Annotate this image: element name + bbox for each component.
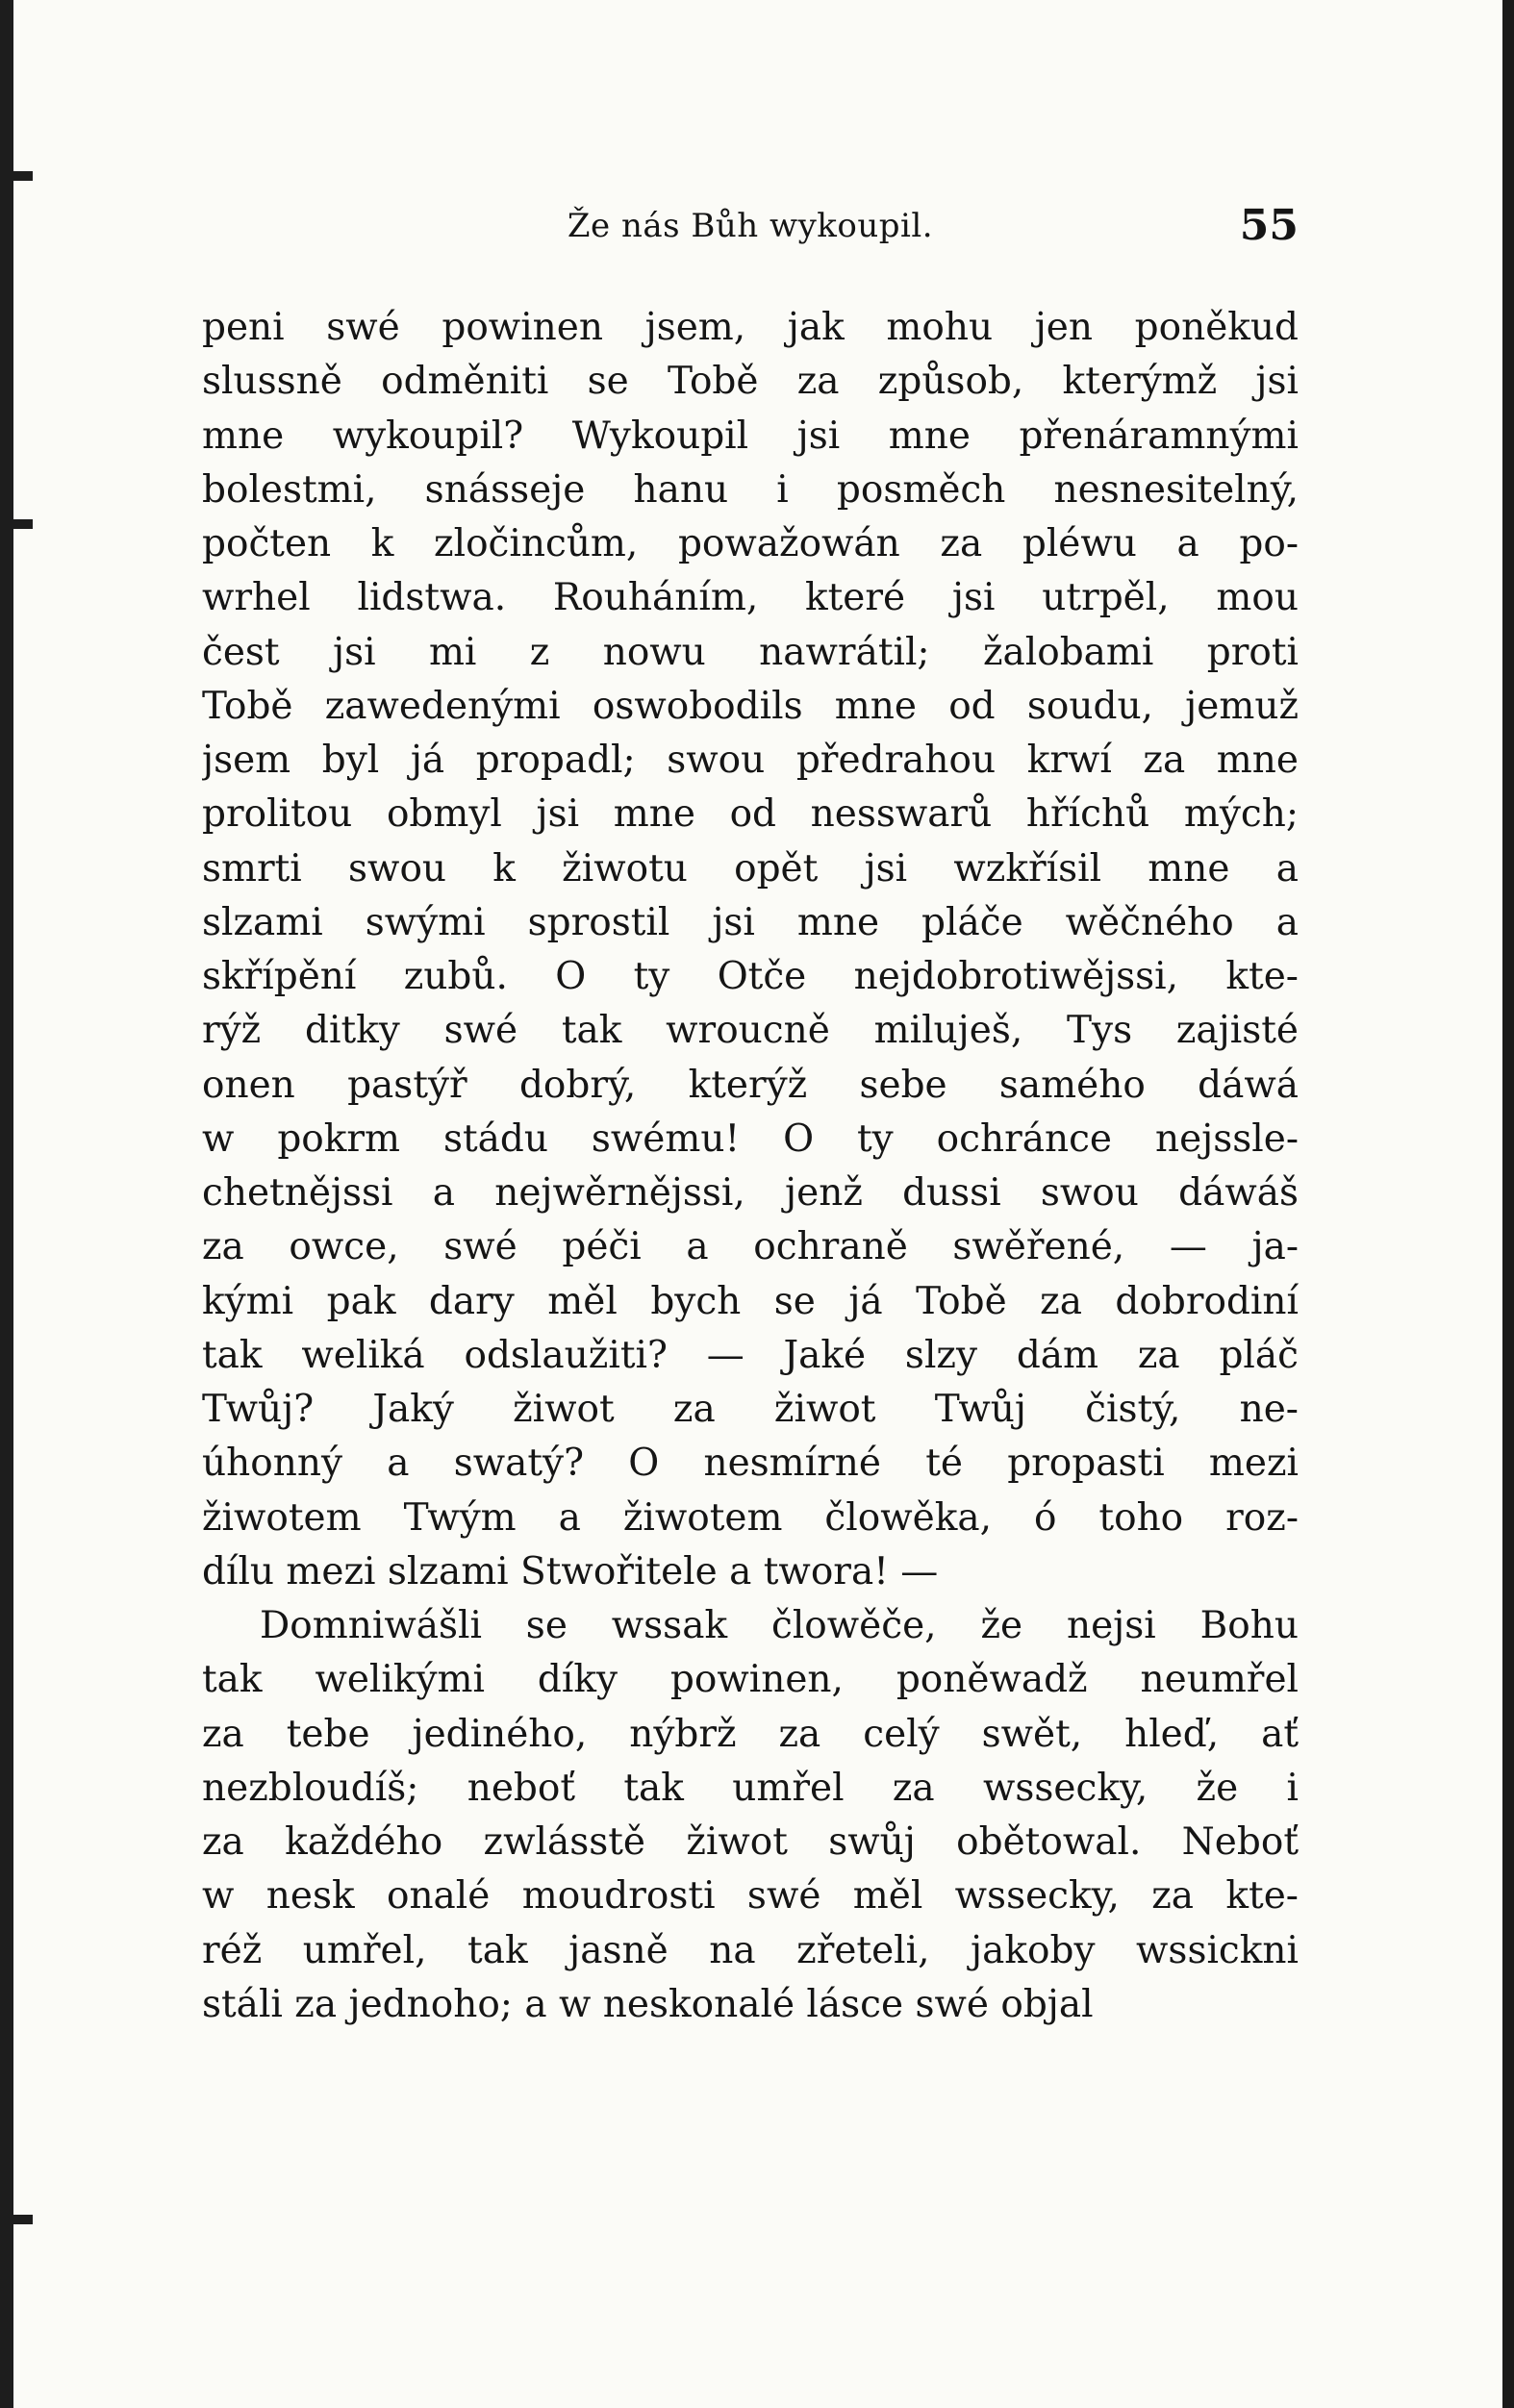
text-line: réž umřel, tak jasně na zřeteli, jakoby wssickni (202, 1928, 1299, 1972)
page-body (202, 301, 1299, 2032)
scan-edge-mark (0, 519, 33, 529)
page-header (202, 197, 1299, 255)
text-line: skřípění zubů. O ty Otče nejdobrotiwějssi, kte- (202, 955, 1299, 998)
text-line: jsem byl já propadl; swou předrahou krwí za mne (202, 739, 1299, 782)
text-line: chetnějssi a nejwěrnějssi, jenž dussi swou dáwáš (202, 1171, 1299, 1215)
running-head: Že nás Bůh wykoupil. (567, 207, 934, 245)
text-line: onen pastýř dobrý, kterýž sebe samého dáwá (202, 1063, 1299, 1107)
text-line: za tebe jediného, nýbrž za celý swět, hleď, ať (202, 1712, 1299, 1756)
text-line: prolitou obmyl jsi mne od nesswarů hříchů mých; (202, 792, 1299, 837)
text-line: rýž ditky swé tak wroucně miluješ, Tys zajisté (202, 1009, 1299, 1053)
text-line: stáli za jednoho; a w neskonalé lásce swé objal (202, 1982, 1094, 2026)
text-line: žiwotem Twým a žiwotem člowěka, ó toho roz- (202, 1495, 1299, 1540)
text-line: slussně odměniti se Tobě za způsob, kterýmž jsi (202, 360, 1299, 404)
paragraph (202, 1599, 1299, 2032)
text-line: za owce, swé péči a ochraně swěřené, — ja- (202, 1225, 1299, 1269)
text-line: w nesk onalé moudrosti swé měl wssecky, za kte- (202, 1874, 1299, 1919)
text-line: peni swé powinen jsem, jak mohu jen poněkud (202, 306, 1299, 349)
text-line: tak weliká odslaužiti? — Jaké slzy dám za pláč (202, 1333, 1299, 1377)
text-line: dílu mezi slzami Stwořitele a twora! — (202, 1549, 939, 1593)
text-line: bolestmi, snásseje hanu i posměch nesnesitelný, (202, 467, 1299, 512)
text-line: Tobě zawedenými oswobodils mne od soudu, jemuž (202, 684, 1299, 728)
scan-edge-mark (0, 2215, 33, 2224)
paragraph (202, 301, 1299, 1599)
text-line: nezbloudíš; neboť tak umřel za wssecky, že i (202, 1766, 1299, 1810)
text-line: za každého zwlásstě žiwot swůj obětowal. Neboť (202, 1820, 1299, 1864)
text-line: slzami swými sprostil jsi mne pláče wěčného a (202, 900, 1299, 944)
text-line: w pokrm stádu swému! O ty ochránce nejssle- (202, 1116, 1299, 1161)
text-line: Twůj? Jaký žiwot za žiwot Twůj čistý, ne- (202, 1388, 1299, 1431)
text-line: tak welikými díky powinen, poněwadž neumřel (202, 1658, 1299, 1702)
page-number: 55 (1239, 201, 1299, 250)
text-line: čest jsi mi z nowu nawrátil; žalobami proti (202, 630, 1299, 674)
scan-left-edge (0, 0, 13, 2408)
text-line: mne wykoupil? Wykoupil jsi mne přenáramnými (202, 414, 1299, 458)
scan-edge-mark (0, 171, 33, 181)
text-line: úhonný a swatý? O nesmírné té propasti mezi (202, 1442, 1299, 1486)
text-line: kými pak dary měl bych se já Tobě za dobrodiní (202, 1279, 1299, 1323)
text-line: Domniwášli se wssak člowěče, že nejsi Bohu (260, 1604, 1299, 1647)
text-line: počten k zločincům, powažowán za pléwu a po- (202, 522, 1299, 565)
text-line: wrhel lidstwa. Rouháním, které jsi utrpěl, mou (202, 576, 1299, 620)
scan-right-edge (1502, 0, 1514, 2408)
text-line: smrti swou k žiwotu opět jsi wzkřísil mne a (202, 846, 1299, 890)
